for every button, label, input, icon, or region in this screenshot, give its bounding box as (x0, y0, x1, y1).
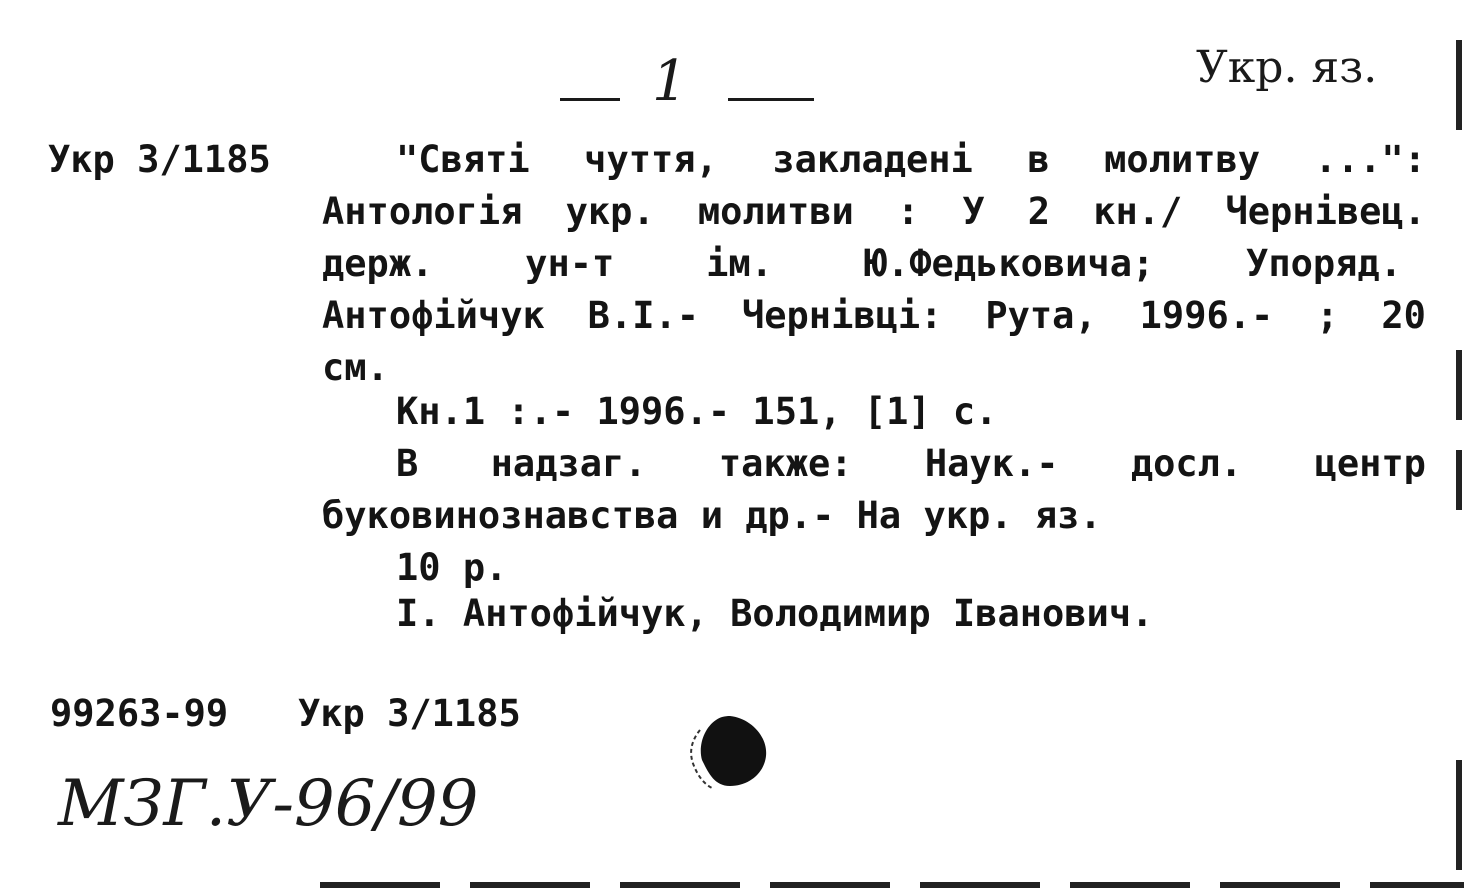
entry-word: Антофійчук (322, 294, 545, 337)
entry-word: Чернівец. (1225, 190, 1426, 233)
entry-word: ім. (706, 242, 773, 285)
entry-word: 20 (1381, 294, 1426, 337)
entry-title-word: "Святі (396, 138, 530, 181)
handwritten-code: МЗГ.У-96/99 (58, 767, 479, 841)
entry-word: 1996.- (1139, 294, 1274, 337)
entry-word: : (896, 190, 920, 233)
entry-title-line (396, 134, 1426, 186)
entry-word: В.І.- (587, 294, 700, 337)
entry-word: Ю.Федьковича; (864, 242, 1155, 285)
entry-title-word: в (1027, 138, 1050, 181)
entry-word: кн./ (1093, 190, 1183, 233)
page-number-dash-left (560, 98, 620, 101)
entry-word: Чернівці: (741, 294, 943, 337)
entry-word: ; (1316, 294, 1339, 337)
entry-title-word: закладені (772, 138, 973, 181)
entry-word: укр. (565, 190, 655, 233)
language-note: Укр. яз. (1196, 42, 1378, 93)
entry-word: 2 (1027, 190, 1051, 233)
entry-line-4 (322, 290, 1426, 342)
entry-word: У (962, 190, 985, 233)
entry-line-5: см. (322, 346, 389, 389)
added-entry: І. Антофійчук, Володимир Іванович. (396, 592, 1154, 635)
note-word: В (396, 442, 419, 485)
page-number-dash-right (728, 98, 814, 101)
entry-title-word: ...": (1314, 138, 1426, 181)
note-word: также: (718, 442, 853, 485)
ink-blot (680, 706, 772, 792)
scan-edge-marks (1452, 0, 1464, 888)
entry-line-2 (322, 186, 1426, 238)
volume-line: Кн.1 :.- 1996.- 151, [1] с. (396, 390, 998, 433)
note-line-2: буковинознавства и др.- На укр. яз. (322, 494, 1102, 537)
entry-title-word: молитву (1104, 138, 1261, 181)
entry-word: молитви (697, 190, 854, 233)
entry-word: Рута, (985, 294, 1097, 337)
accession-number: 99263-99 (50, 692, 229, 735)
note-word: надзаг. (490, 442, 647, 485)
entry-line-3 (322, 238, 1402, 290)
entry-word: Упоряд. (1246, 242, 1402, 285)
shelfmark: Укр 3/1185 (48, 138, 271, 181)
entry-title-word: чуття, (584, 138, 718, 181)
scan-bottom-strip (320, 882, 1464, 888)
page-number: 1 (652, 49, 688, 114)
note-word: Наук.- (924, 442, 1059, 485)
note-word: центр (1314, 442, 1426, 485)
entry-word: держ. (322, 242, 434, 285)
entry-word: Антологія (322, 190, 523, 233)
note-word: досл. (1130, 442, 1243, 485)
note-line-1 (396, 438, 1426, 490)
entry-word: ун-т (525, 242, 615, 285)
footer-shelfmark: Укр 3/1185 (298, 692, 521, 735)
price: 10 р. (396, 546, 508, 589)
